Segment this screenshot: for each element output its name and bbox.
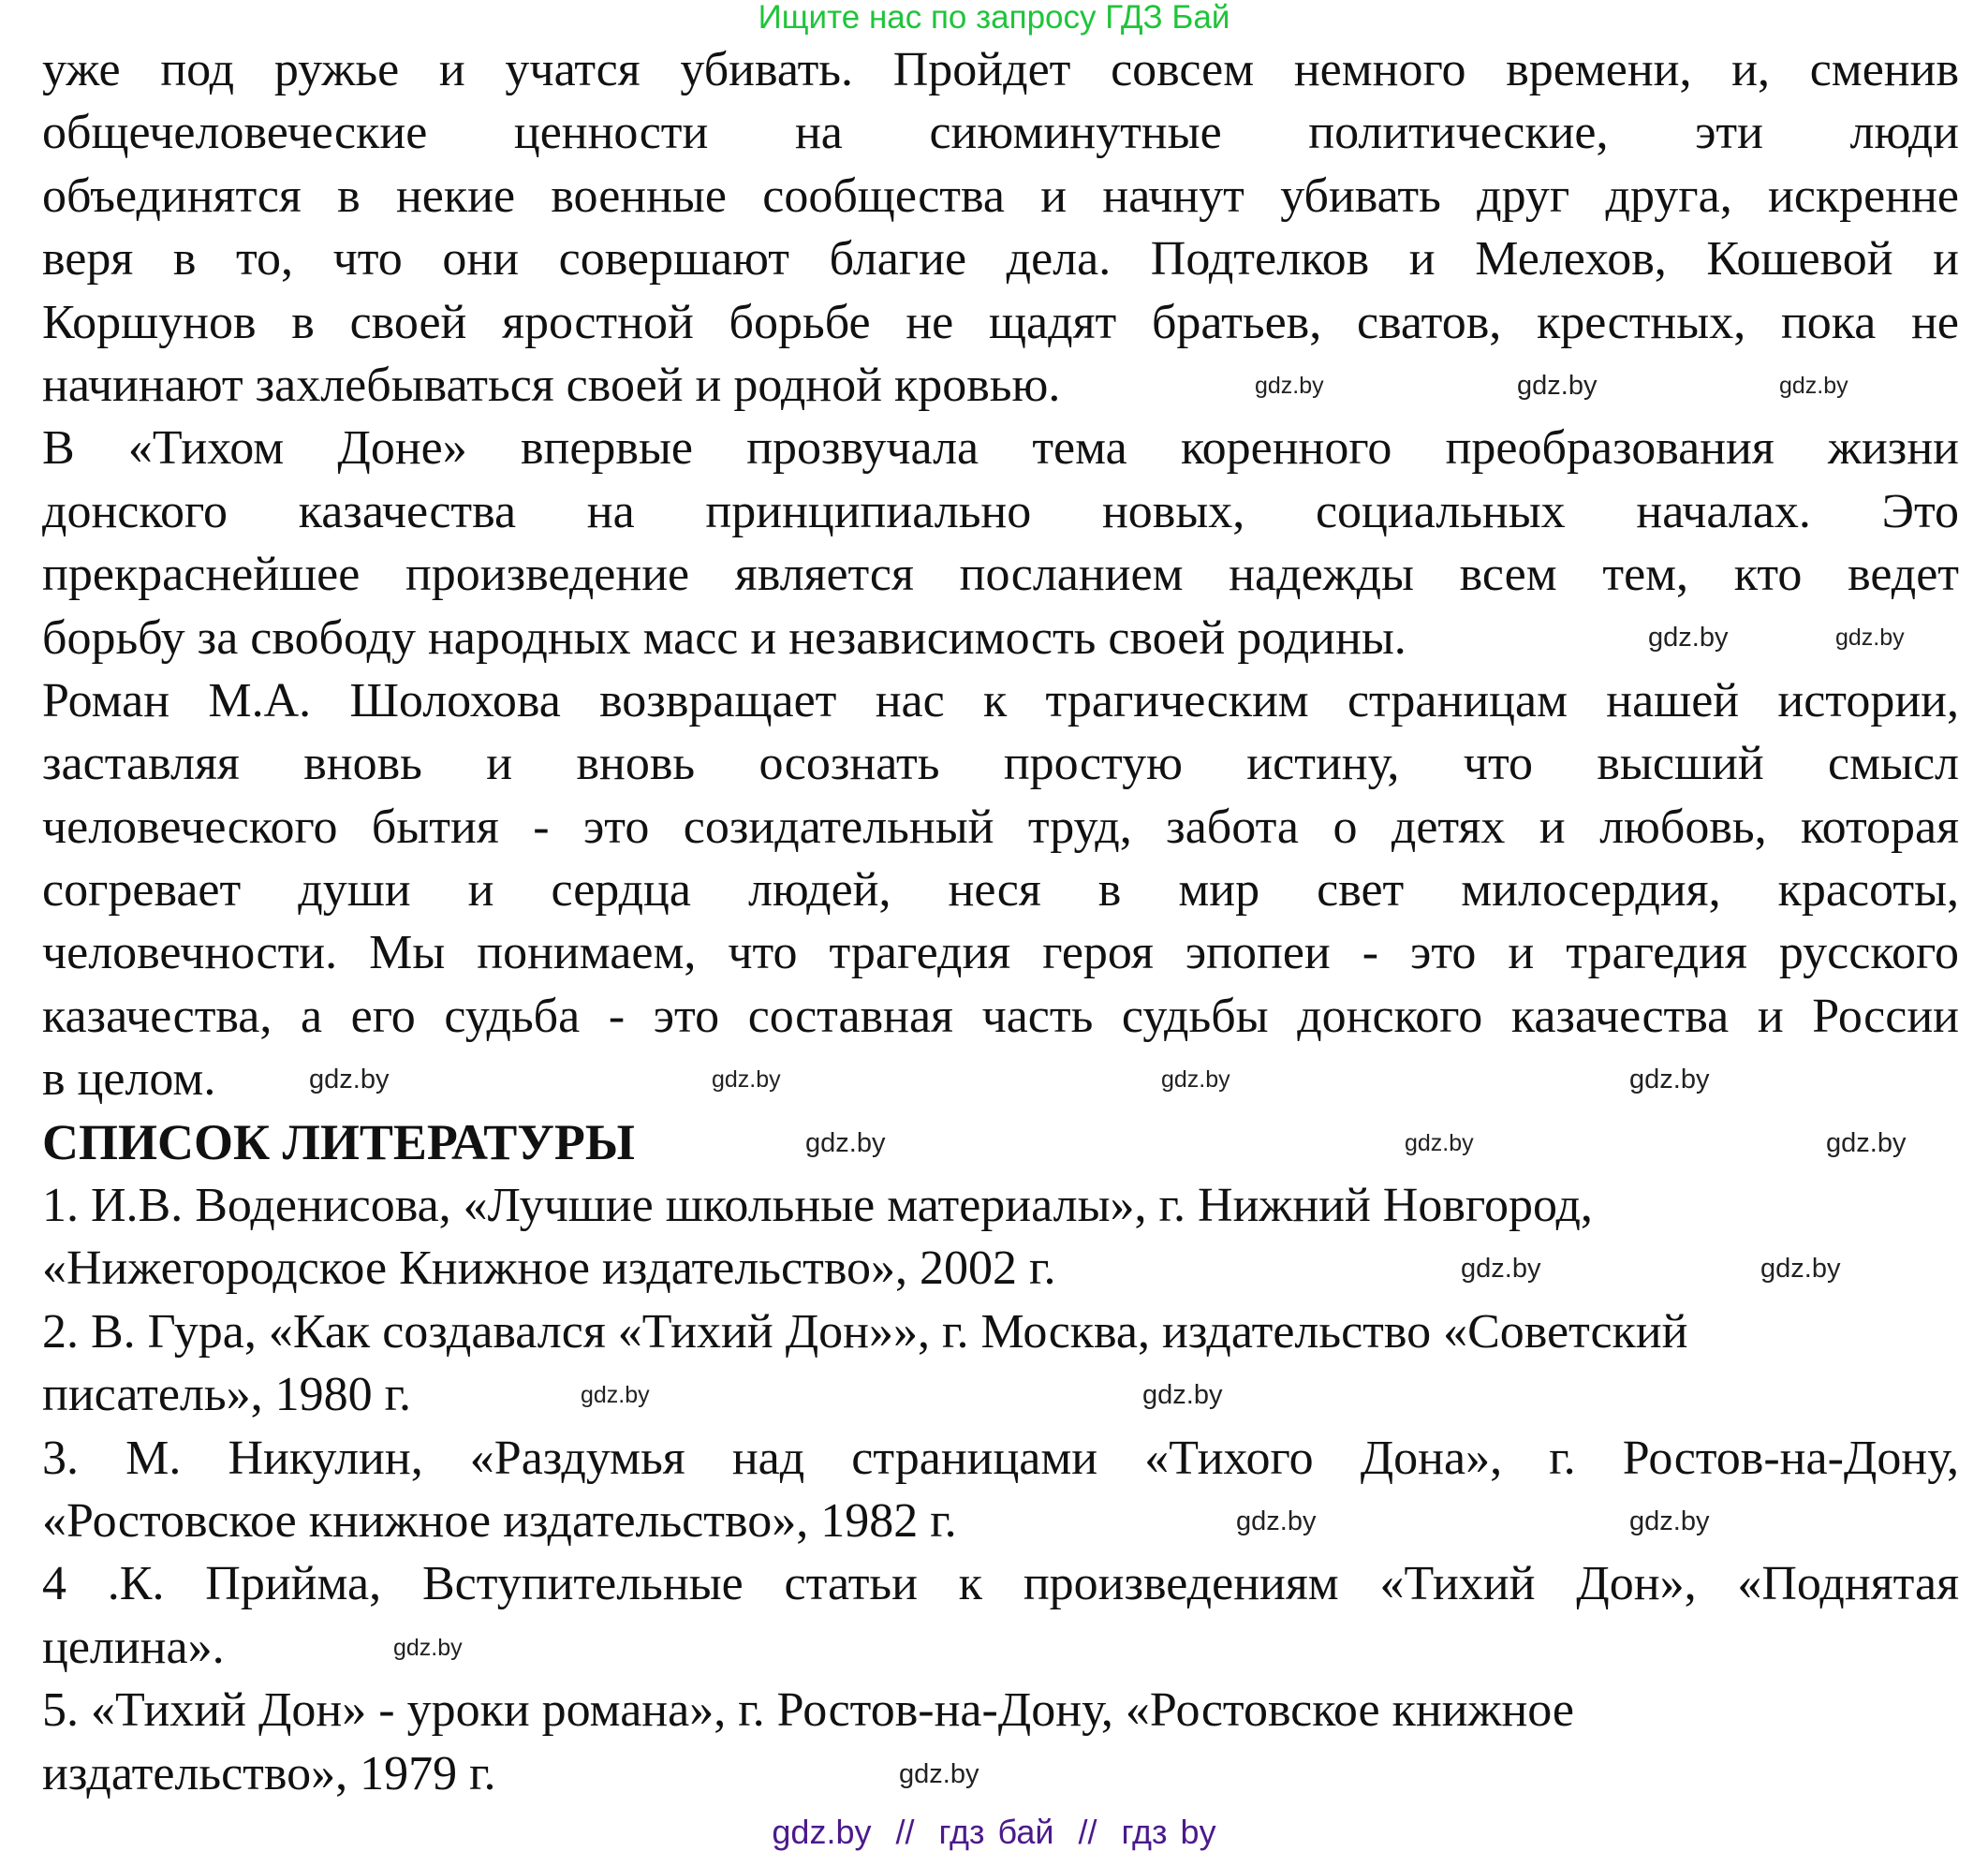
watermark: gdz.by	[1142, 1380, 1223, 1411]
text-line: 3. М. Никулин, «Раздумья над страницами «Тихого Дона», г. Ростов-на-Дону,	[42, 1431, 1959, 1485]
text-line: 5. «Тихий Дон» - уроки романа», г. Ростов-на-Дону, «Ростовское книжное	[42, 1683, 1574, 1738]
watermark: gdz.by	[1629, 1506, 1710, 1536]
text-line: Роман М.А. Шолохова возвращает нас к трагическим страницам нашей истории,	[42, 673, 1959, 727]
text-line: общечеловеческие ценности на сиюминутные политические, эти люди	[42, 106, 1959, 160]
text-line: согревает души и сердца людей, неся в мир свет милосердия, красоты,	[42, 863, 1959, 918]
footer-link-gdz-bai[interactable]: гдз бай	[938, 1813, 1054, 1851]
watermark: gdz.by	[1461, 1254, 1541, 1285]
footer-separator: //	[1078, 1813, 1097, 1851]
text-line: человечности. Мы понимаем, что трагедия героя эпопеи - это и трагедия русского	[42, 926, 1959, 980]
text-line: прекраснейшее произведение является посланием надежды всем тем, кто ведет	[42, 548, 1959, 602]
text-line: Коршунов в своей яростной борьбе не щадят братьев, сватов, крестных, пока не	[42, 295, 1959, 349]
watermark: gdz.by	[1779, 372, 1848, 399]
text-line: объединятся в некие военные сообщества и начнут убивать друг друга, искренне	[42, 169, 1959, 223]
watermark: gdz.by	[1255, 372, 1324, 399]
watermark: gdz.by	[805, 1127, 886, 1158]
watermark: gdz.by	[393, 1634, 463, 1661]
text-line: человеческого бытия - это созидательный труд, забота о детях и любовь, которая	[42, 800, 1959, 854]
text-line: 1. И.В. Воденисова, «Лучшие школьные материалы», г. Нижний Новгород,	[42, 1179, 1593, 1233]
text-line: целина».	[42, 1620, 225, 1674]
watermark: gdz.by	[1760, 1254, 1841, 1285]
watermark: gdz.by	[309, 1065, 390, 1095]
section-heading: СПИСОК ЛИТЕРАТУРЫ	[42, 1113, 635, 1170]
text-line: издательство», 1979 г.	[42, 1746, 496, 1800]
text-line: донского казачества на принципиально новых, социальных началах. Это	[42, 484, 1959, 538]
text-line: писатель», 1980 г.	[42, 1368, 412, 1422]
document-body	[42, 38, 1959, 1805]
watermark: gdz.by	[1835, 624, 1905, 652]
footer-link-gdz-by-alt[interactable]: гдз by	[1121, 1813, 1216, 1851]
watermark: gdz.by	[1405, 1129, 1474, 1156]
watermark: gdz.by	[1648, 623, 1729, 654]
watermark: gdz.by	[1236, 1506, 1317, 1536]
text-line: В «Тихом Доне» впервые прозвучала тема коренного преобразования жизни	[42, 421, 1959, 476]
watermark: gdz.by	[1517, 370, 1598, 401]
text-line: начинают захлебываться своей и родной кровью.	[42, 358, 1061, 412]
watermark: gdz.by	[712, 1066, 781, 1094]
text-line: «Нижегородское Книжное издательство», 2002 г.	[42, 1241, 1056, 1296]
watermark: gdz.by	[1629, 1065, 1710, 1095]
watermark: gdz.by	[1161, 1066, 1230, 1094]
text-line: «Ростовское книжное издательство», 1982 г.	[42, 1493, 957, 1548]
watermark: gdz.by	[1826, 1127, 1907, 1158]
search-hint-header: Ищите нас по запросу ГДЗ Бай	[758, 0, 1230, 36]
watermark: gdz.by	[581, 1382, 650, 1409]
text-line: заставляя вновь и вновь осознать простую истину, что высший смысл	[42, 737, 1959, 791]
text-line: казачества, а его судьба - это составная часть судьбы донского казачества и России	[42, 989, 1959, 1043]
footer-links	[0, 1814, 1988, 1850]
text-line: 4 .К. Прийма, Вступительные статьи к произведениям «Тихий Дон», «Поднятая	[42, 1557, 1959, 1611]
text-line: в целом.	[42, 1052, 216, 1107]
text-line: борьбу за свободу народных масс и независимость своей родины.	[42, 610, 1406, 665]
watermark: gdz.by	[899, 1758, 979, 1789]
text-line: веря в то, что они совершают благие дела. Подтелков и Мелехов, Кошевой и	[42, 232, 1959, 286]
text-line: 2. В. Гура, «Как создавался «Тихий Дон»», г. Москва, издательство «Советский	[42, 1304, 1688, 1359]
text-line: уже под ружье и учатся убивать. Пройдет совсем немного времени, и, сменив	[42, 43, 1959, 96]
footer-link-gdz-by[interactable]: gdz.by	[772, 1813, 872, 1851]
footer-separator: //	[895, 1813, 915, 1851]
